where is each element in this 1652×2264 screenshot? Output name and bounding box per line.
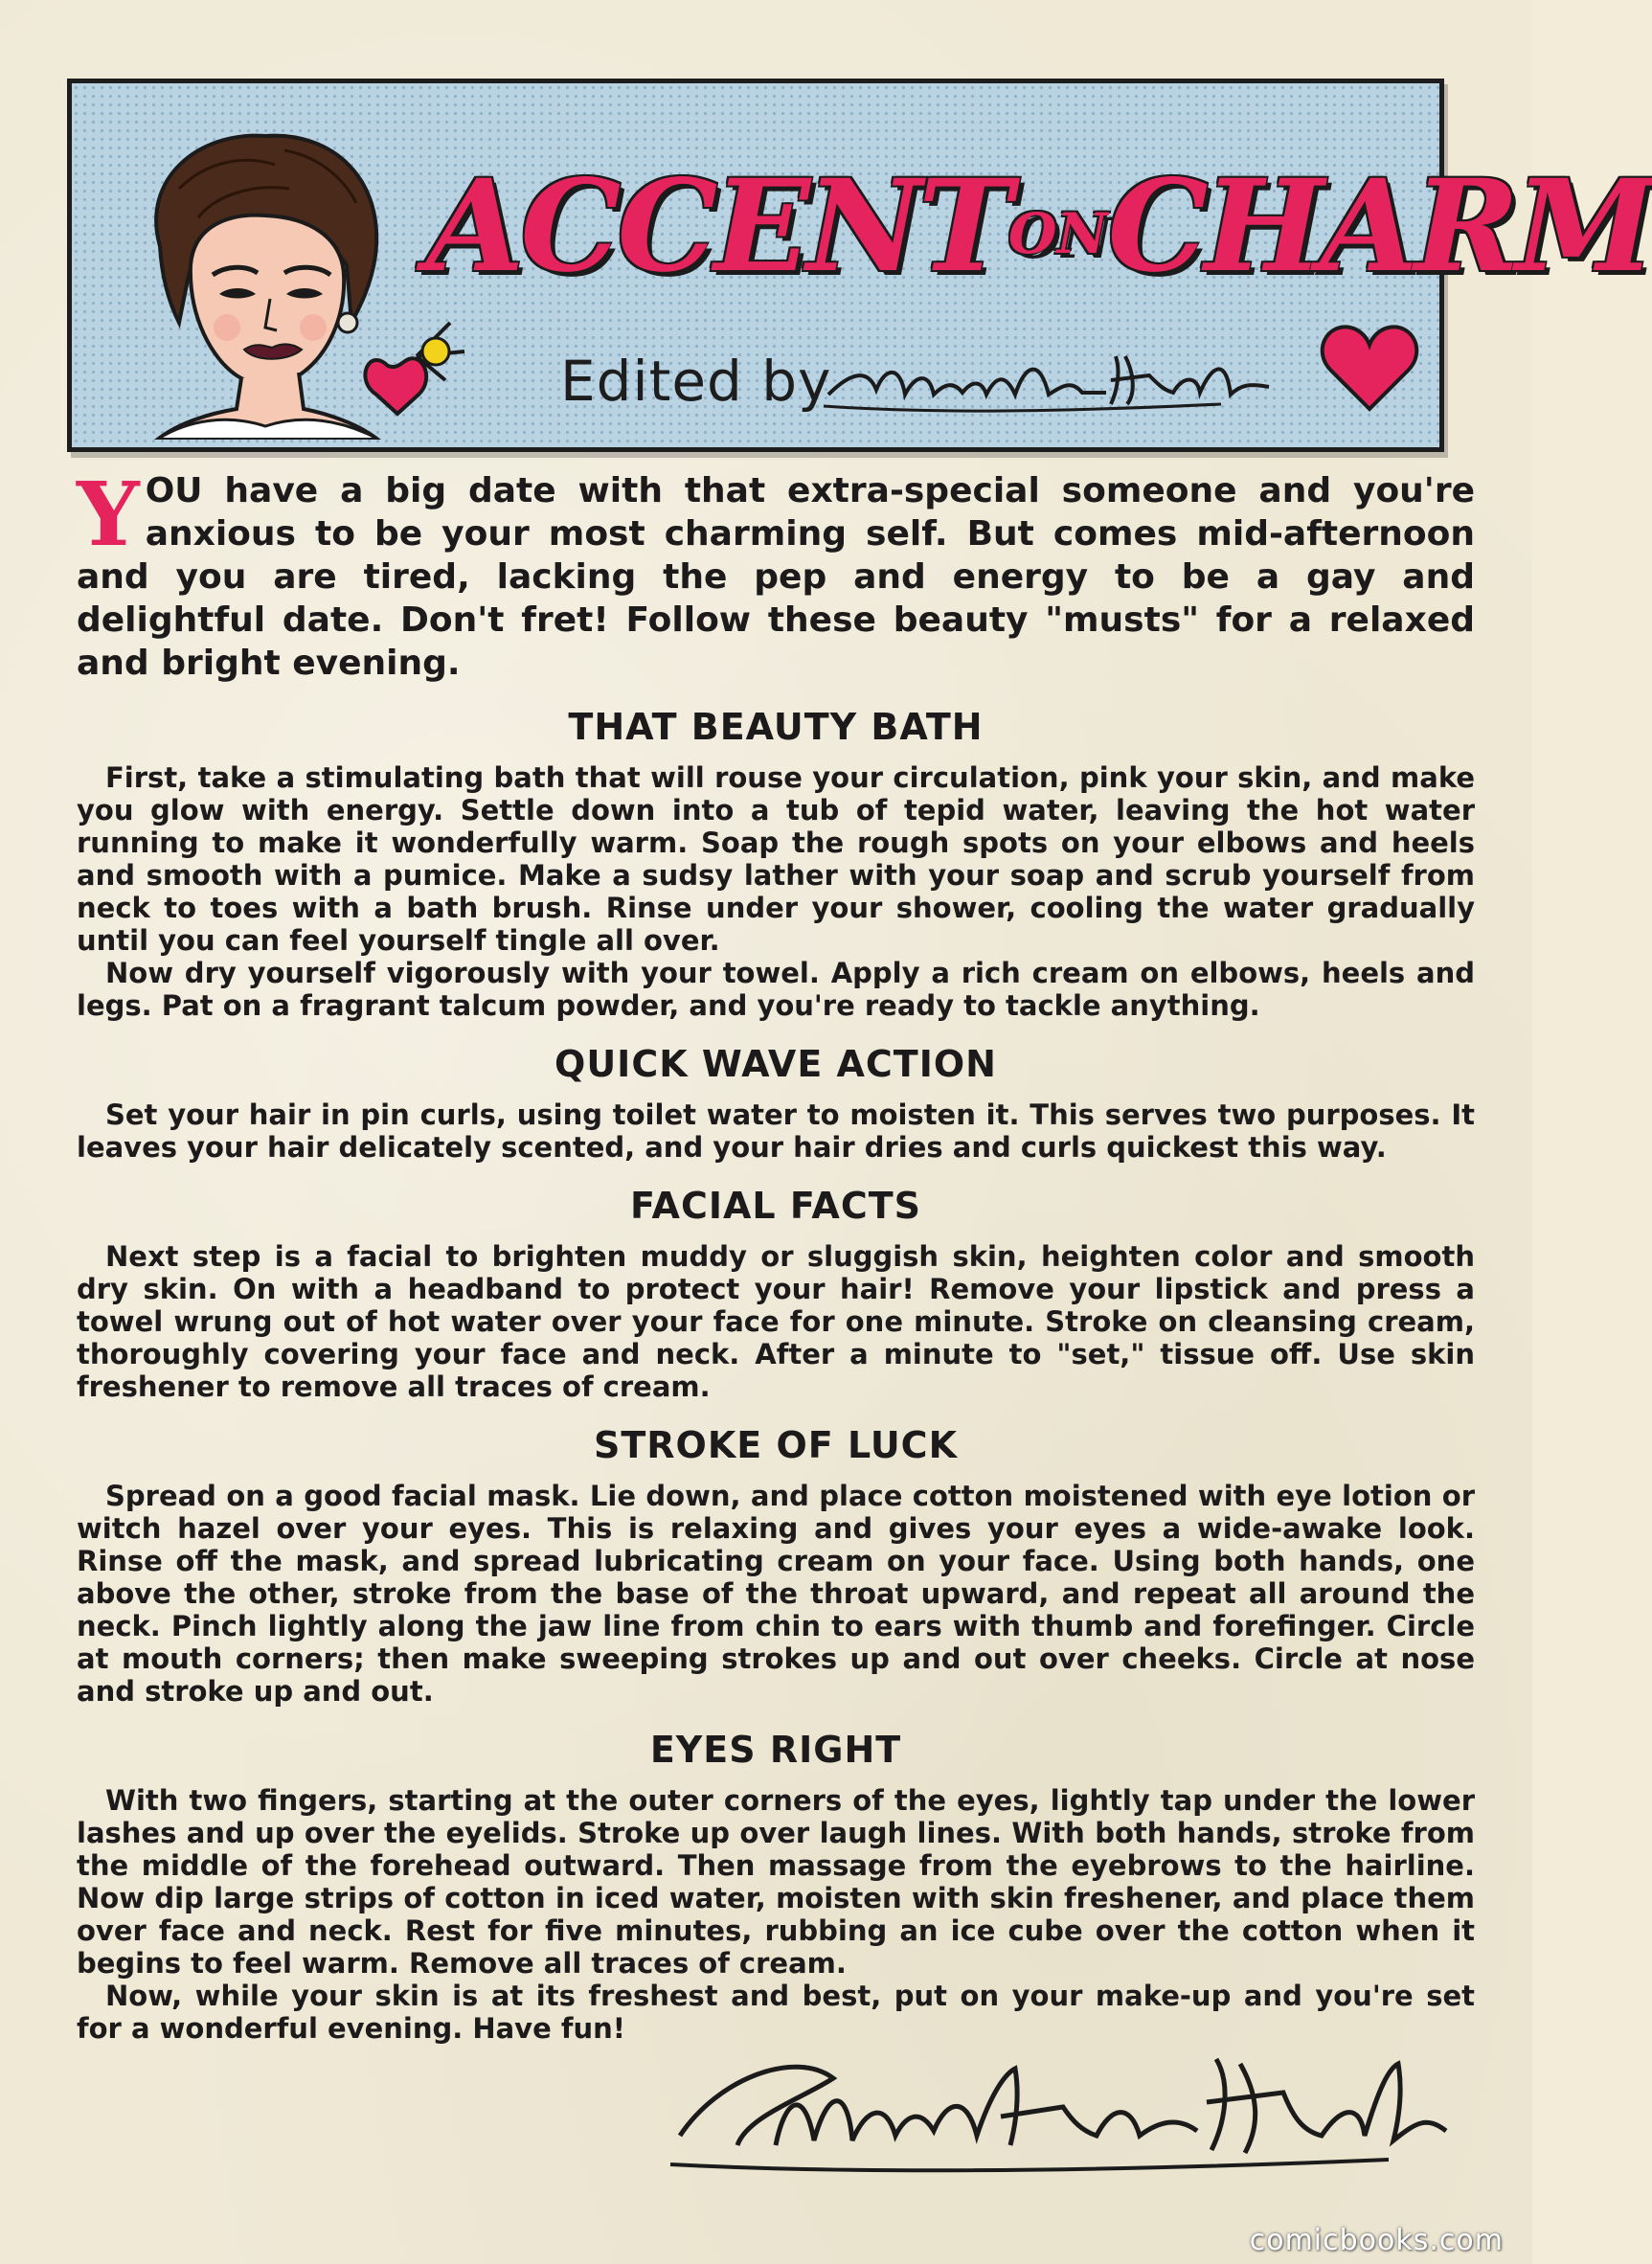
section-paragraph: Now, while your skin is at its freshest and best, put on your make-up and you're set for a wonderful evening. Have fun! — [77, 1980, 1475, 2045]
intro-paragraph — [77, 463, 1475, 685]
feature-title — [426, 146, 1652, 308]
section-paragraph: Next step is a facial to brighten muddy or sluggish skin, heighten color and smooth dry skin. On with a headband to protect your hair! Remove your lipstick and press a towel wrung out of hot water over your face for one minute. Stroke on cleansing cream, thoroughly covering your face and neck. After a minute to "set," tissue off. Use skin freshener to remove all traces of cream. — [77, 1240, 1475, 1403]
site-watermark: comicbooks.com — [1249, 2224, 1504, 2257]
editor-signature — [819, 337, 1298, 423]
section-paragraph: Now dry yourself vigorously with your towel. Apply a rich cream on elbows, heels and legs. Pat on a fragrant talcum powder, and you're ready to tackle anything. — [77, 957, 1475, 1022]
author-signature — [661, 2040, 1456, 2184]
article-body — [77, 463, 1475, 2045]
edited-by-label: Edited by — [560, 349, 832, 414]
section-stroke-of-luck — [77, 1424, 1475, 1708]
header-panel — [67, 79, 1652, 452]
section-title: QUICK WAVE ACTION — [554, 1043, 997, 1085]
section-paragraph: Set your hair in pin curls, using toilet water to moisten it. This serves two purposes. It leaves your hair delicately scented, and your hair dries and curls quickest this way. — [77, 1098, 1475, 1164]
section-quick-wave — [77, 1043, 1475, 1164]
section-title: STROKE OF LUCK — [593, 1424, 959, 1466]
section-beauty-bath — [77, 706, 1475, 1022]
section-facial-facts — [77, 1185, 1475, 1403]
section-eyes-right — [77, 1729, 1475, 2045]
section-paragraph: Spread on a good facial mask. Lie down, and place cotton moistened with eye lotion or witch hazel over your eyes. This is relaxing and gives your eyes a wide-awake look. Rinse off the mask, and spread lubricating cream on your face. Using both hands, one above the other, stroke from the base of the throat upward, and repeat all around the neck. Pinch lightly along the jaw line from chin to ears with thumb and forefinger. Circle at mouth corners; then make sweeping strokes up and out over cheeks. Circle at nose and stroke up and out. — [77, 1480, 1475, 1708]
title-word-on: ON — [1008, 201, 1108, 266]
section-paragraph: With two fingers, starting at the outer corners of the eyes, lightly tap under the lower lashes and up over the eyelids. Stroke up over laugh lines. With both hands, stroke from the middle of the forehead outward. Then massage from the eyebrows to the hairline. Now dip large strips of cotton in iced water, moisten with skin freshener, and place them over face and neck. Rest for five minutes, rubbing an ice cube over the cotton when it begins to feel warm. Remove all traces of cream. — [77, 1784, 1475, 1980]
title-word-charm: CHARM — [1107, 152, 1652, 301]
section-paragraph: First, take a stimulating bath that will rouse your circulation, pink your skin, and make you glow with energy. Settle down into a tub of tepid water, leaving the hot water running to make it wonderfully warm. Soap the rough spots on your elbows and heels and smooth with a pumice. Make a sudsy lather with your soap and scrub yourself from neck to toes with a bath brush. Rinse under your shower, cooling the water gradually until you can feel yourself tingle all over. — [77, 761, 1475, 957]
drop-cap: Y — [77, 463, 140, 566]
intro-text: OU have a big date with that extra-special someone and you're anxious to be your most charming self. But comes mid-afternoon and you are tired, lacking the pep and energy to be a gay and delightful date. Don't fret! Follow these beauty "musts" for a relaxed and bright evening. — [77, 471, 1475, 683]
heart-icon — [1317, 318, 1422, 414]
edited-by-line — [560, 337, 1288, 423]
title-text — [426, 146, 1652, 315]
section-title: THAT BEAUTY BATH — [568, 706, 984, 748]
section-title: EYES RIGHT — [649, 1729, 902, 1771]
section-title: FACIAL FACTS — [629, 1185, 922, 1227]
title-word-accent: ACCENT — [426, 152, 1009, 301]
heart-ribbon-icon — [359, 313, 474, 419]
